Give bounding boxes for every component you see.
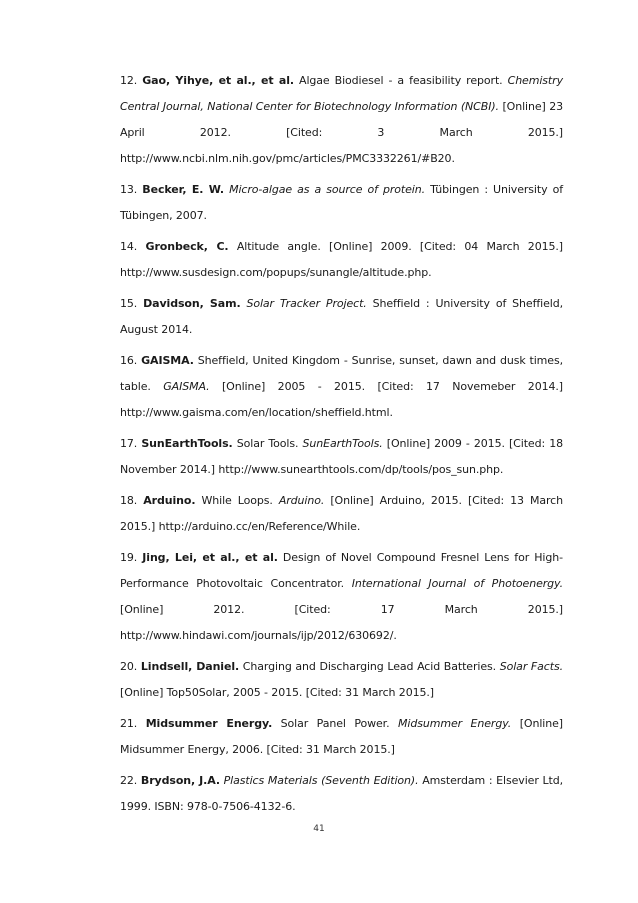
- ref-title: Design of Novel Compound Fresnel Lens for High-Performance Photovoltaic Concentrator.: [120, 551, 563, 590]
- ref-number: 21.: [120, 717, 138, 730]
- ref-author: Becker, E. W.: [142, 183, 224, 196]
- ref-author: Lindsell, Daniel.: [140, 660, 240, 673]
- ref-title: While Loops.: [201, 494, 273, 507]
- ref-number: 12.: [120, 74, 138, 87]
- ref-author: Gronbeck, C.: [145, 240, 229, 253]
- reference-19: [120, 545, 563, 649]
- reference-13: [120, 177, 563, 229]
- ref-source: SunEarthTools.: [302, 437, 383, 450]
- reference-17: [120, 431, 563, 483]
- ref-title: Charging and Discharging Lead Acid Batteries.: [242, 660, 497, 673]
- reference-15: [120, 291, 563, 343]
- ref-details: [Online] 23 April 2012. [Cited: 3 March 2015.] http://www.ncbi.nlm.nih.gov/pmc/articles/PMC3332261/#B20.: [120, 100, 564, 165]
- reference-14: [120, 234, 563, 286]
- ref-author: Arduino.: [143, 494, 196, 507]
- ref-author: Midsummer Energy.: [145, 717, 273, 730]
- ref-details: [Online] 2009 - 2015. [Cited: 18 November 2014.] http://www.sunearthtools.com/dp/tools/pos_sun.php.: [120, 437, 563, 476]
- ref-title: Algae Biodiesel - a feasibility report.: [299, 74, 503, 87]
- ref-number: 20.: [120, 660, 138, 673]
- ref-author: GAISMA.: [141, 354, 194, 367]
- ref-source: Chemistry Central Journal, National Center for Biotechnology Information (NCBI).: [120, 74, 563, 113]
- ref-source: Plastics Materials (Seventh Edition).: [223, 774, 419, 787]
- ref-details: [Online] 2012. [Cited: 17 March 2015.] http://www.hindawi.com/journals/ijp/2012/630692/.: [120, 603, 563, 642]
- ref-details: [Online] Arduino, 2015. [Cited: 13 March 2015.] http://arduino.cc/en/Reference/While.: [120, 494, 563, 533]
- ref-number: 16.: [120, 354, 138, 367]
- ref-title: Sheffield, United Kingdom - Sunrise, sunset, dawn and dusk times, table.: [120, 354, 563, 393]
- ref-author: Gao, Yihye, et al., et al.: [142, 74, 294, 87]
- ref-number: 22.: [120, 774, 138, 787]
- reference-22: [120, 768, 563, 820]
- ref-number: 19.: [120, 551, 138, 564]
- reference-12: [120, 68, 563, 172]
- ref-number: 14.: [120, 240, 138, 253]
- ref-source: Midsummer Energy.: [398, 717, 512, 730]
- ref-details: [Online] Midsummer Energy, 2006. [Cited: 31 March 2015.]: [120, 717, 563, 756]
- ref-source: Solar Tracker Project.: [246, 297, 367, 310]
- ref-source: GAISMA.: [163, 380, 210, 393]
- reference-16: [120, 348, 563, 426]
- ref-number: 18.: [120, 494, 138, 507]
- page-number: 41: [313, 824, 325, 834]
- ref-details: [Online] 2005 - 2015. [Cited: 17 Novemeber 2014.] http://www.gaisma.com/en/location/sheffield.html.: [120, 380, 563, 419]
- ref-details: Tübingen : University of Tübingen, 2007.: [120, 183, 563, 222]
- ref-author: Jing, Lei, et al., et al.: [142, 551, 278, 564]
- ref-author: Brydson, J.A.: [140, 774, 220, 787]
- reference-18: [120, 488, 563, 540]
- ref-author: SunEarthTools.: [141, 437, 233, 450]
- ref-source: Micro-algae as a source of protein.: [229, 183, 426, 196]
- ref-number: 17.: [120, 437, 138, 450]
- ref-details: Amsterdam : Elsevier Ltd, 1999. ISBN: 978-0-7506-4132-6.: [120, 774, 563, 813]
- ref-number: 13.: [120, 183, 138, 196]
- ref-source: International Journal of Photoenergy.: [351, 577, 564, 590]
- ref-number: 15.: [120, 297, 138, 310]
- reference-list: [120, 68, 563, 825]
- ref-title: Solar Tools.: [236, 437, 299, 450]
- ref-source: Arduino.: [278, 494, 325, 507]
- reference-21: [120, 711, 563, 763]
- ref-title: Altitude angle. [Online] 2009. [Cited: 04 March 2015.] http://www.susdesign.com/popups/sunangle/altitude.php.: [120, 240, 563, 279]
- ref-title: Solar Panel Power.: [280, 717, 390, 730]
- ref-details: Sheffield : University of Sheffield, August 2014.: [120, 297, 563, 336]
- reference-20: [120, 654, 563, 706]
- ref-details: [Online] Top50Solar, 2005 - 2015. [Cited: 31 March 2015.]: [120, 686, 434, 699]
- ref-author: Davidson, Sam.: [143, 297, 241, 310]
- ref-source: Solar Facts.: [499, 660, 563, 673]
